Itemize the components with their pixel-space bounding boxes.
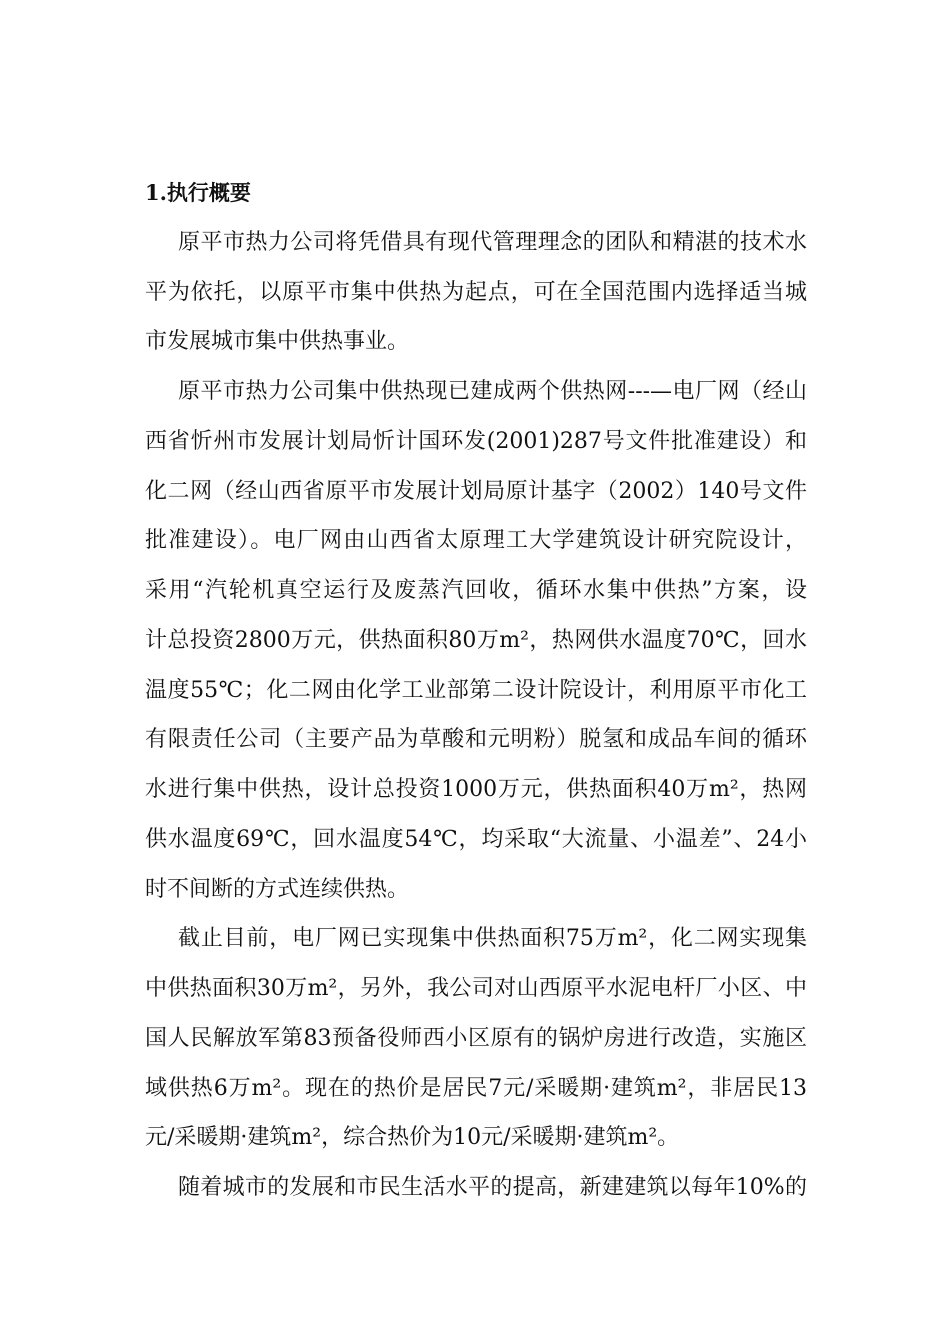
paragraph-line: 计总投资2800万元，供热面积80万m²，热网供水温度70℃，回水: [145, 627, 807, 653]
paragraph-line: 随着城市的发展和市民生活水平的提高，新建建筑以每年10%的: [178, 1175, 807, 1200]
paragraph-line: 化二网（经山西省原平市发展计划局原计基字（2002）140号文件: [145, 478, 807, 504]
document-body: [145, 168, 807, 1213]
section-heading: 1.执行概要: [145, 180, 251, 205]
paragraph-line: 截止目前，电厂网已实现集中供热面积75万m²，化二网实现集: [178, 926, 807, 952]
paragraph-line: 时不间断的方式连续供热。: [145, 876, 410, 902]
paragraph-line: 温度55℃；化二网由化学工业部第二设计院设计，利用原平市化工: [145, 677, 807, 703]
paragraph: [145, 218, 807, 367]
paragraph: [145, 367, 807, 914]
paragraph-line: 供水温度69℃，回水温度54℃，均采取“大流量、小温差”、24小: [145, 826, 807, 852]
paragraph-line: 域供热6万m²。现在的热价是居民7元/采暖期·建筑m²，非居民13: [145, 1075, 807, 1101]
paragraph-line: 有限责任公司（主要产品为草酸和元明粉）脱氢和成品车间的循环: [145, 727, 807, 753]
paragraph-line: 西省忻州市发展计划局忻计国环发(2001)287号文件批准建设）和: [145, 428, 807, 454]
paragraph-line: 水进行集中供热，设计总投资1000万元，供热面积40万m²，热网: [145, 777, 807, 802]
paragraph-line: 原平市热力公司集中供热现已建成两个供热网---—电厂网（经山: [178, 379, 807, 404]
paragraph-line: 采用“汽轮机真空运行及废蒸汽回收，循环水集中供热”方案，设: [145, 578, 807, 603]
paragraph: [145, 1163, 807, 1213]
paragraph: [145, 914, 807, 1163]
paragraph-line: 市发展城市集中供热事业。: [145, 329, 410, 355]
paragraph-line: 元/采暖期·建筑m²，综合热价为10元/采暖期·建筑m²。: [145, 1125, 680, 1151]
paragraph-line: 原平市热力公司将凭借具有现代管理理念的团队和精湛的技术水: [178, 229, 807, 255]
paragraph-line: 国人民解放军第83预备役师西小区原有的锅炉房进行改造，实施区: [145, 1025, 807, 1051]
paragraph-line: 中供热面积30万m²，另外，我公司对山西原平水泥电杆厂小区、中: [145, 976, 807, 1001]
paragraph-line: 平为依托，以原平市集中供热为起点，可在全国范围内选择适当城: [145, 279, 807, 305]
paragraph-line: 批准建设）。电厂网由山西省太原理工大学建筑设计研究院设计，: [145, 528, 807, 554]
